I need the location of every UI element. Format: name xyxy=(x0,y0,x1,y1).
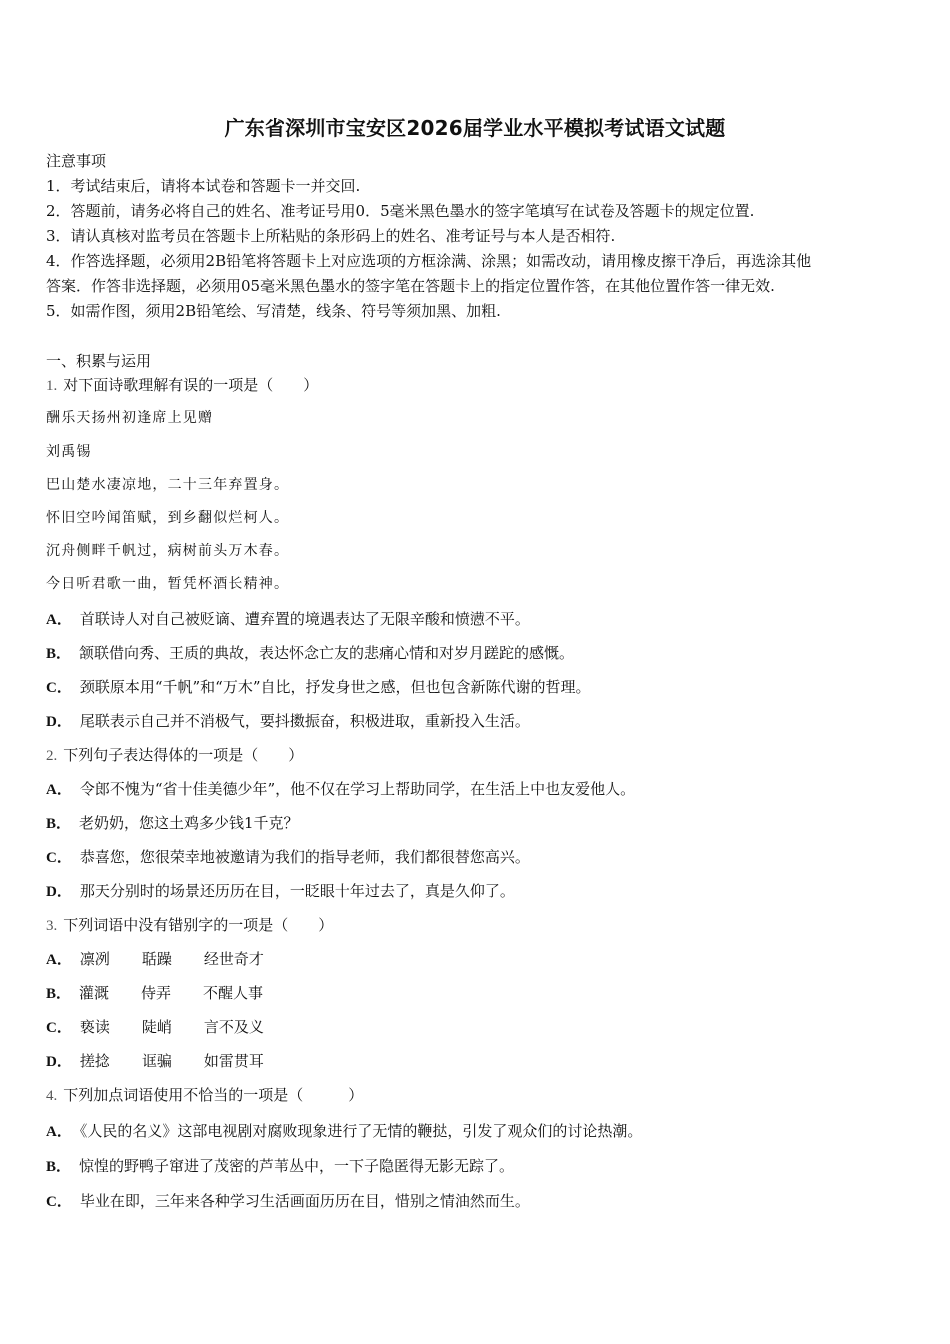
notice-item: 1．考试结束后，请将本试卷和答题卡一并交回. xyxy=(46,177,361,195)
option-letter: C． xyxy=(46,850,72,866)
option-a xyxy=(46,779,635,800)
option-d xyxy=(46,711,530,732)
word: 言不及义 xyxy=(203,1018,264,1036)
option-a xyxy=(46,1121,642,1142)
question-stem xyxy=(46,1085,363,1106)
option-c xyxy=(46,847,530,868)
question-text: 对下面诗歌理解有误的一项是（ ） xyxy=(63,376,319,394)
option-letter: B． xyxy=(46,986,72,1002)
word: 凛冽 xyxy=(79,950,110,968)
option-text: 颈联原本用“千帆”和“万木”自比，抒发身世之感，但也包含新陈代谢的哲理。 xyxy=(79,678,591,696)
poem-line: 今日听君歌一曲，暂凭杯酒长精神。 xyxy=(46,576,290,592)
option-c xyxy=(46,677,591,698)
option-letter: A． xyxy=(46,782,72,798)
question-stem xyxy=(46,915,333,936)
question-number: 3. xyxy=(46,918,58,934)
option-d xyxy=(46,1051,264,1072)
option-text: 恭喜您，您很荣幸地被邀请为我们的指导老师，我们都很替您高兴。 xyxy=(79,848,530,866)
question-stem xyxy=(46,745,303,766)
option-text: 老奶奶，您这土鸡多少钱1千克？ xyxy=(79,814,299,832)
word: 亵读 xyxy=(79,1018,110,1036)
option-text: 惊惶的野鸭子窜进了茂密的芦苇丛中，一下子隐匿得无影无踪了。 xyxy=(79,1157,515,1175)
option-a xyxy=(46,609,530,630)
word: 诓骗 xyxy=(141,1052,172,1070)
question-text: 下列句子表达得体的一项是（ ） xyxy=(63,746,304,764)
option-c xyxy=(46,1191,530,1212)
option-text: 首联诗人对自己被贬谪、遭弃置的境遇表达了无限辛酸和愤懑不平。 xyxy=(79,610,530,628)
poem-line: 怀旧空吟闻笛赋，到乡翻似烂柯人。 xyxy=(46,510,290,526)
option-letter: C． xyxy=(46,1020,72,1036)
word: 经世奇才 xyxy=(203,950,264,968)
notice-item: 答案．作答非选择题，必须用05毫米黑色墨水的签字笔在答题卡上的指定位置作答，在其他位置作答一律无效. xyxy=(46,277,775,295)
option-letter: D． xyxy=(46,884,72,900)
question-number: 2. xyxy=(46,748,58,764)
option-text: 毕业在即，三年来各种学习生活画面历历在目，惜别之情油然而生。 xyxy=(79,1192,530,1210)
word: 不醒人事 xyxy=(203,984,264,1002)
poem-line: 巴山楚水凄凉地，二十三年弃置身。 xyxy=(46,477,290,493)
option-letter: D． xyxy=(46,1054,72,1070)
option-b xyxy=(46,643,574,664)
option-letter: C． xyxy=(46,680,72,696)
option-d xyxy=(46,881,515,902)
option-text: 那天分别时的场景还历历在目，一眨眼十年过去了，真是久仰了。 xyxy=(79,882,515,900)
notice-item: 3．请认真核对监考员在答题卡上所粘贴的条形码上的姓名、准考证号与本人是否相符. xyxy=(46,227,616,245)
option-b xyxy=(46,983,263,1004)
option-b xyxy=(46,813,299,834)
word: 陡峭 xyxy=(141,1018,172,1036)
option-letter: B． xyxy=(46,816,72,832)
option-letter: B． xyxy=(46,1159,72,1175)
notice-item: 5．如需作图，须用2B铅笔绘、写清楚，线条、符号等须加黑、加粗. xyxy=(46,302,501,320)
poem-line: 沉舟侧畔千帆过，病树前头万木春。 xyxy=(46,543,290,559)
option-text: 《人民的名义》这部电视剧对腐败现象进行了无情的鞭挞，引发了观众们的讨论热潮。 xyxy=(79,1122,643,1140)
option-c xyxy=(46,1017,264,1038)
word: 聒躁 xyxy=(141,950,172,968)
word: 搓捻 xyxy=(79,1052,110,1070)
poem-author: 刘禹锡 xyxy=(46,444,92,460)
poem-title: 酬乐天扬州初逢席上见赠 xyxy=(46,410,214,426)
section-heading: 一、积累与运用 xyxy=(46,352,152,370)
question-number: 1. xyxy=(46,378,58,394)
option-letter: A． xyxy=(46,952,72,968)
option-a xyxy=(46,949,264,970)
word: 侍弄 xyxy=(141,984,172,1002)
option-b xyxy=(46,1156,514,1177)
question-text: 下列词语中没有错别字的一项是（ ） xyxy=(63,916,334,934)
option-text: 颔联借向秀、王质的典故，表达怀念亡友的悲痛心情和对岁月蹉跎的感慨。 xyxy=(79,644,575,662)
question-stem xyxy=(46,375,318,396)
option-letter: C． xyxy=(46,1194,72,1210)
question-text: 下列加点词语使用不恰当的一项是（ ） xyxy=(63,1086,364,1104)
option-letter: B． xyxy=(46,646,72,662)
notice-item: 2．答题前，请务必将自己的姓名、准考证号用0．5毫米黑色墨水的签字笔填写在试卷及答题卡的规定位置. xyxy=(46,202,755,220)
option-text: 令郎不愧为“省十佳美德少年”，他不仅在学习上帮助同学，在生活上中也友爱他人。 xyxy=(79,780,636,798)
word: 灌溉 xyxy=(79,984,110,1002)
word: 如雷贯耳 xyxy=(203,1052,264,1070)
option-letter: A． xyxy=(46,612,72,628)
option-letter: D． xyxy=(46,714,72,730)
option-letter: A． xyxy=(46,1124,72,1140)
option-text: 尾联表示自己并不消极气，要抖擞振奋，积极进取，重新投入生活。 xyxy=(79,712,530,730)
question-number: 4. xyxy=(46,1088,58,1104)
notice-item: 4．作答选择题，必须用2B铅笔将答题卡上对应选项的方框涂满、涂黑；如需改动，请用橡皮擦干净后，再选涂其他 xyxy=(46,252,812,270)
page-title: 广东省深圳市宝安区2026届学业水平模拟考试语文试题 xyxy=(224,116,726,140)
notice-heading: 注意事项 xyxy=(46,152,107,170)
